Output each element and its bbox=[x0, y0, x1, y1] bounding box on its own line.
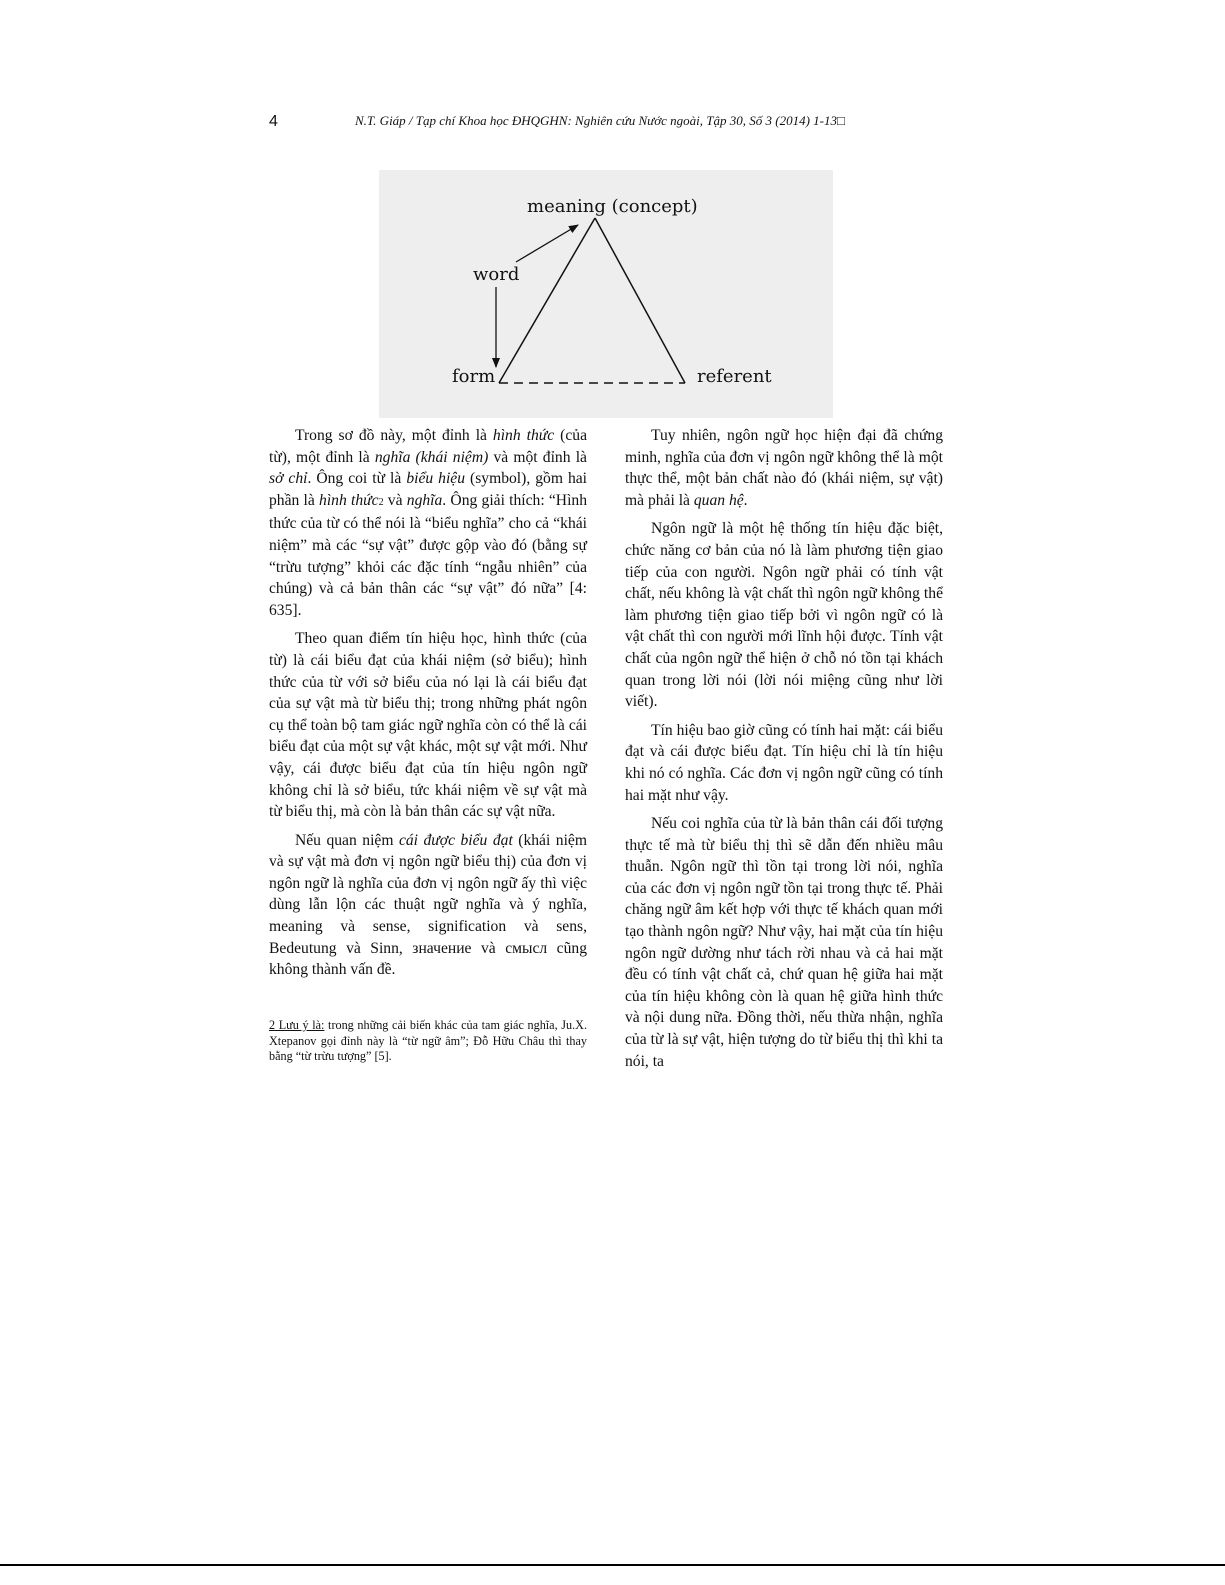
triangle-right-edge bbox=[595, 218, 685, 383]
footnote bbox=[269, 1018, 587, 1065]
left-paragraph-1: Trong sơ đồ này, một đỉnh là hình thức (của từ), một đỉnh là nghĩa (khái niệm) và một đỉnh là sở chỉ. Ông coi từ là biểu hiệu (symbol), gồm hai phần là hình thức2 và nghĩa. Ông giải thích: “Hình thức của từ có thể nói là “biểu nghĩa” cho cả “khái niệm” mà các “sự vật” được gộp vào đó (bằng sự “trừu tượng” khỏi các đặc tính “ngẫu nhiên” của chúng) và cả bản thân các “sự vật” đó nữa” [4: 635]. bbox=[269, 427, 587, 619]
semantic-triangle-figure bbox=[379, 170, 833, 418]
referent-label: referent bbox=[697, 366, 772, 387]
word-to-meaning-arrow bbox=[516, 225, 578, 262]
left-paragraph-3: Nếu quan niệm cái được biểu đạt (khái niệm và sự vật mà đơn vị ngôn ngữ biểu thị) của đơn vị ngôn ngữ là nghĩa của đơn vị ngôn ngữ ấy thì việc dùng lẫn lộn các thuật ngữ nghĩa và ý nghĩa, meaning và sense, signification và sens, Bedeutung và Sinn, значение và смысл cũng không thành vấn đề. bbox=[269, 831, 587, 979]
page-number: 4 bbox=[269, 113, 278, 130]
right-paragraph-4: Nếu coi nghĩa của từ là bản thân cái đối tượng thực tế mà từ biểu thị thì sẽ dẫn đến nhiều mâu thuẫn. Ngôn ngữ thì tồn tại trong lời nói, nghĩa của các đơn vị ngôn ngữ tồn tại trong thực tế. Phải chăng ngữ âm kết hợp với thực tế khách quan mới tạo thành ngôn ngữ? Như vậy, hai mặt của tín hiệu ngôn ngữ dường như tách rời nhau và cả hai mặt đều có tính vật chất cả, chứ quan hệ giữa hai mặt của tín hiệu không còn là quan hệ giữa hình thức và nội dung nữa. Đồng thời, nếu thừa nhận, nghĩa của từ là sự vật, hiện tượng do từ biểu thị thì khi ta nói, ta bbox=[625, 815, 943, 1070]
right-paragraph-3: Tín hiệu bao giờ cũng có tính hai mặt: cái biểu đạt và cái được biểu đạt. Tín hiệu chỉ là tín hiệu khi nó có nghĩa. Các đơn vị ngôn ngữ cũng có tính hai mặt như vậy. bbox=[625, 721, 943, 804]
right-paragraph-2: Ngôn ngữ là một hệ thống tín hiệu đặc biệt, chức năng cơ bản của nó là làm phương tiện giao tiếp của con người. Ngôn ngữ phải có tính vật chất, nếu không là vật chất thì ngôn ngữ không thể làm phương tiện giao tiếp bởi vì ngôn ngữ có là vật chất thì con người mới lĩnh hội được. Tính vật chất của ngôn ngữ thể hiện ở chỗ nó tồn tại khách quan trong lời nói (lời nói miệng cũng như lời viết). bbox=[625, 520, 943, 711]
left-column bbox=[269, 425, 587, 988]
word-label: word bbox=[473, 264, 520, 285]
footnote-text: trong những cải biến khác của tam giác nghĩa, Ju.X. Xtepanov gọi đỉnh này là “từ ngữ âm”; Đỗ Hữu Châu thì thay bằng “từ trừu tượng” [5]. bbox=[269, 1018, 587, 1063]
form-label: form bbox=[452, 366, 496, 387]
right-column bbox=[625, 425, 943, 1079]
footnote-marker: 2 Lưu ý là: bbox=[269, 1018, 325, 1032]
bottom-rule bbox=[0, 1564, 1225, 1566]
right-paragraph-1: Tuy nhiên, ngôn ngữ học hiện đại đã chứng minh, nghĩa của đơn vị ngôn ngữ không thể là một thực thể, một bản chất nào đó (khái niệm, sự vật) mà phải là quan hệ. bbox=[625, 427, 943, 509]
meaning-concept-label: meaning (concept) bbox=[527, 196, 698, 217]
left-paragraph-2: Theo quan điểm tín hiệu học, hình thức (của từ) là cái biểu đạt của khái niệm (sở biểu); hình thức của từ với sở biểu của nó lại là cái biểu đạt của sự vật mà từ biểu thị; trong những phát ngôn cụ thể toàn bộ tam giác ngữ nghĩa còn có thể là cái biểu đạt của một sự vật khác, một sự vật mới. Như vậy, cái được biểu đạt của tín hiệu ngôn ngữ không chỉ là sở biểu, tức khái niệm về sự vật mà từ biểu thị, mà còn là bản thân các sự vật nữa. bbox=[269, 630, 587, 821]
running-header: N.T. Giáp / Tạp chí Khoa học ĐHQGHN: Nghiên cứu Nước ngoài, Tập 30, Số 3 (2014) 1-13□ bbox=[355, 113, 845, 128]
